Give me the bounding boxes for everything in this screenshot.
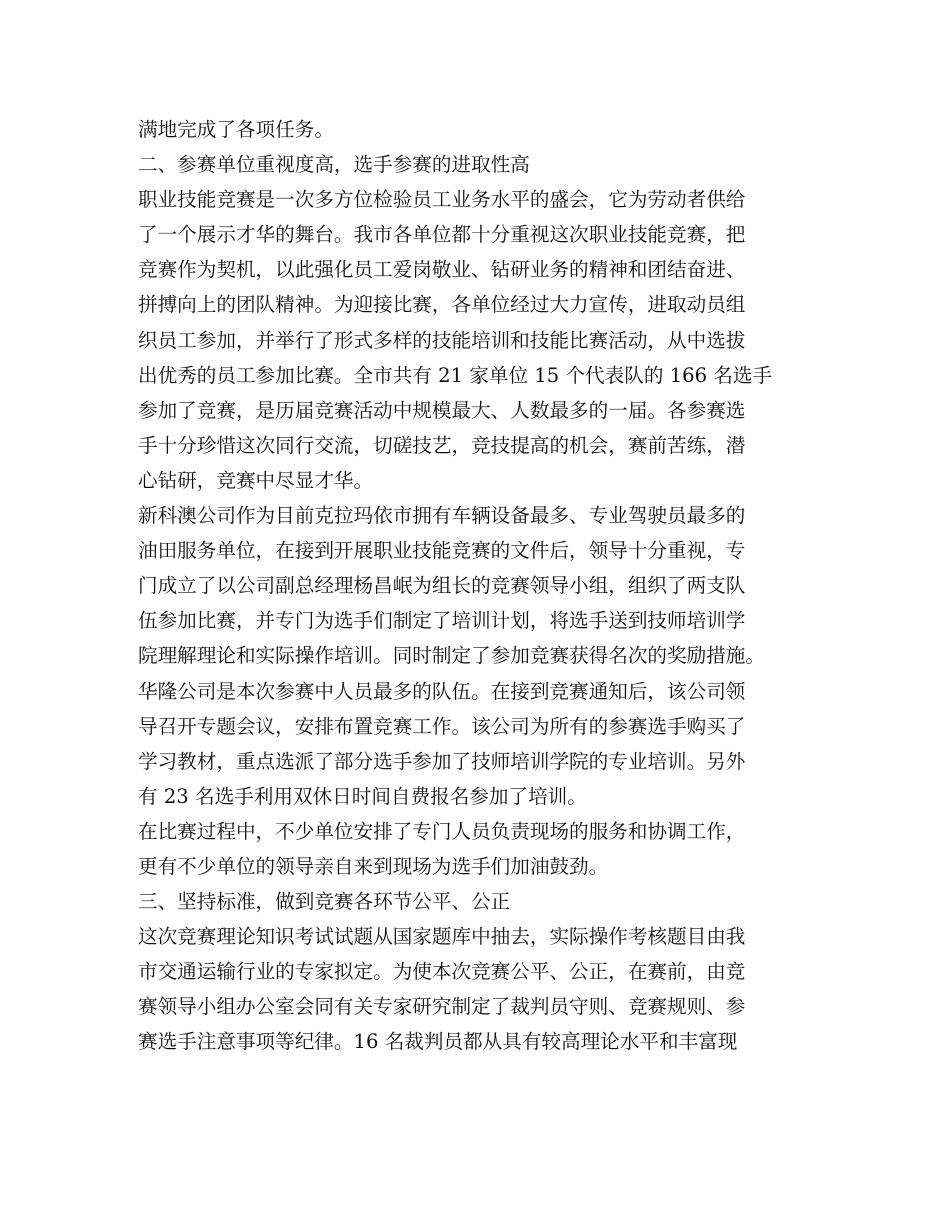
text-line: 竞赛作为契机，以此强化员工爱岗敬业、钻研业务的精神和团结奋进、 [138,258,746,282]
text-line: 导召开专题会议，安排布置竞赛工作。该公司为所有的参赛选手购买了 [138,714,746,738]
text-line: 更有不少单位的领导亲自来到现场为选手们加油鼓劲。 [138,854,609,878]
document-body [138,112,828,1060]
text-line: 满地完成了各项任务。 [138,118,334,141]
text-line: 织员工参加，并举行了形式多样的技能培训和技能比赛活动，从中选拔 [138,328,746,352]
text-line: 赛领导小组办公室会同有关专家研究制定了裁判员守则、竞赛规则、参 [138,995,746,1019]
text-line: 手十分珍惜这次同行交流，切磋技艺，竞技提高的机会，赛前苦练，潜 [138,433,746,457]
text-line: 了一个展示才华的舞台。我市各单位都十分重视这次职业技能竞赛，把 [138,223,746,247]
text-line: 华隆公司是本次参赛中人员最多的队伍。在接到竞赛通知后，该公司领 [138,679,746,703]
section-heading: 二、参赛单位重视度高，选手参赛的进取性高 [138,153,530,177]
text-line: 职业技能竞赛是一次多方位检验员工业务水平的盛会，它为劳动者供给 [138,188,746,212]
text-line: 有 23 名选手利用双休日时间自费报名参加了培训。 [138,784,587,808]
text-line: 拼搏向上的团队精神。为迎接比赛，各单位经过大力宣传，进取动员组 [138,293,746,317]
text-line: 参加了竞赛，是历届竞赛活动中规模最大、人数最多的一届。各参赛选 [138,398,746,422]
text-line: 赛选手注意事项等纪律。16 名裁判员都从具有较高理论水平和丰富现 [138,1030,738,1054]
text-line: 新科澳公司作为目前克拉玛依市拥有车辆设备最多、专业驾驶员最多的 [138,504,746,528]
text-line: 心钻研，竞赛中尽显才华。 [138,468,374,492]
text-line: 这次竞赛理论知识考试试题从国家题库中抽去，实际操作考核题目由我 [138,925,746,949]
text-line: 油田服务单位，在接到开展职业技能竞赛的文件后，领导十分重视，专 [138,539,746,563]
text-line: 市交通运输行业的专家拟定。为使本次竞赛公平、公正，在赛前，由竞 [138,960,746,984]
text-line: 伍参加比赛，并专门为选手们制定了培训计划，将选手送到技师培训学 [138,609,746,633]
text-line: 院理解理论和实际操作培训。同时制定了参加竞赛获得名次的奖励措施。 [138,644,765,668]
section-heading: 三、坚持标准，做到竞赛各环节公平、公正 [138,890,511,914]
text-line: 学习教材，重点选派了部分选手参加了技师培训学院的专业培训。另外 [138,749,746,773]
text-line: 在比赛过程中，不少单位安排了专门人员负责现场的服务和协调工作， [138,819,746,843]
text-line: 出优秀的员工参加比赛。全市共有 21 家单位 15 个代表队的 166 名选手 [138,363,773,387]
text-line: 门成立了以公司副总经理杨昌岷为组长的竞赛领导小组，组织了两支队 [138,574,746,598]
